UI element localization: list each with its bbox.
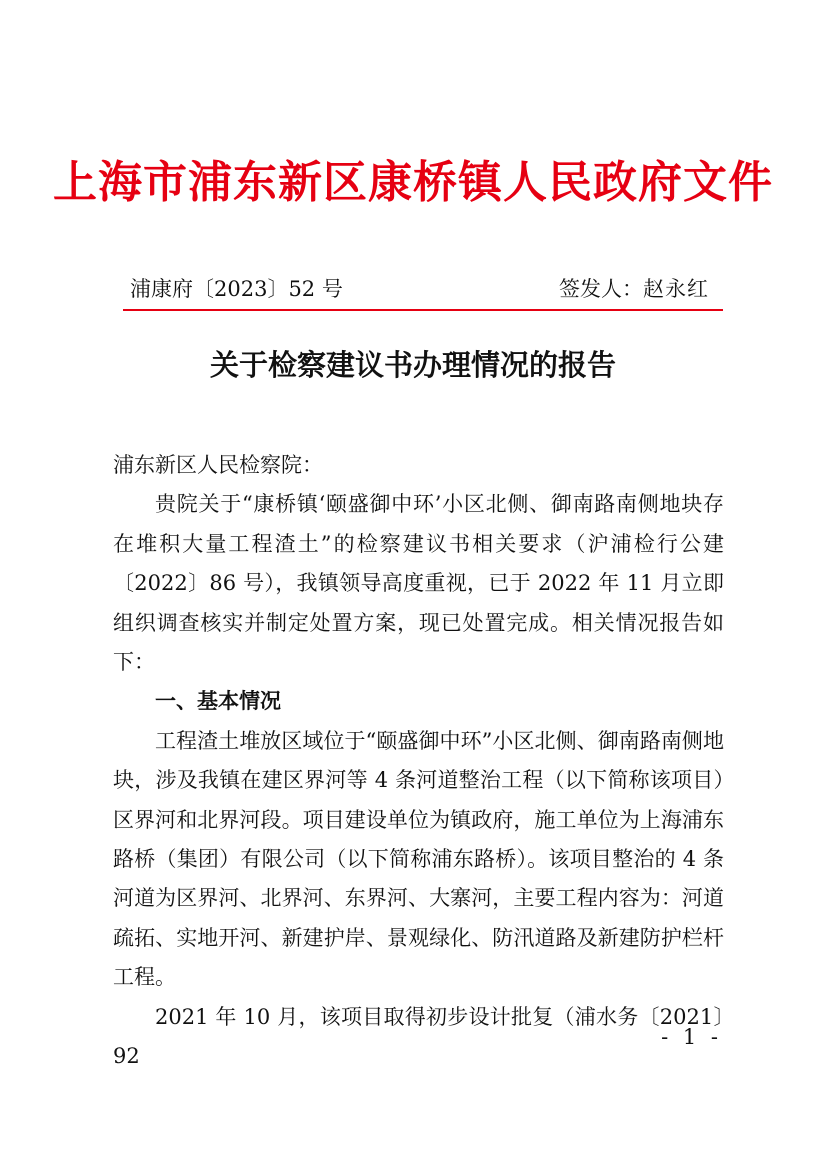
- document-number: 浦康府〔2023〕52 号: [130, 277, 343, 301]
- signer-name: 赵永红: [643, 277, 709, 301]
- section-heading: 一、基本情况: [155, 689, 281, 714]
- signer-label: 签发人：: [559, 277, 643, 301]
- basic-info-paragraph: 工程渣土堆放区域位于“颐盛御中环”小区北侧、御南路南侧地块，涉及我镇在建区界河等 4 条河道整治工程（以下简称该项目）区界河和北界河段。项目建设单位为镇政府，施工单位为上海浦东路桥（集团）有限公司（以下简称浦东路桥）。该项目整治的 4 条河道为区界河、北界河、东界河、大寨河，主要工程内容为：河道疏拓、实地开河、新建护岸、景观绿化、防汛道路及新建防护栏杆工程。: [113, 728, 724, 990]
- intro-paragraph: 贵院关于“康桥镇‘颐盛御中环’小区北侧、御南路南侧地块存在堆积大量工程渣土”的检察建议书相关要求（沪浦检行公建〔2022〕86 号），我镇领导高度重视，已于 2022 年 11 月立即组织调查核实并制定处置方案，现已处置完成。相关情况报告如下：: [113, 492, 724, 675]
- addressee: 浦东新区人民检察院：: [113, 453, 323, 477]
- header-divider: [123, 309, 723, 311]
- document-header-title: 上海市浦东新区康桥镇人民政府文件: [53, 157, 773, 208]
- report-body: [113, 446, 724, 1077]
- signer: [559, 274, 709, 304]
- page-number: - 1 -: [661, 1025, 722, 1049]
- report-title: 关于检察建议书办理情况的报告: [209, 348, 616, 382]
- approval-paragraph: 2021 年 10 月，该项目取得初步设计批复（浦水务〔2021〕92: [113, 1004, 724, 1069]
